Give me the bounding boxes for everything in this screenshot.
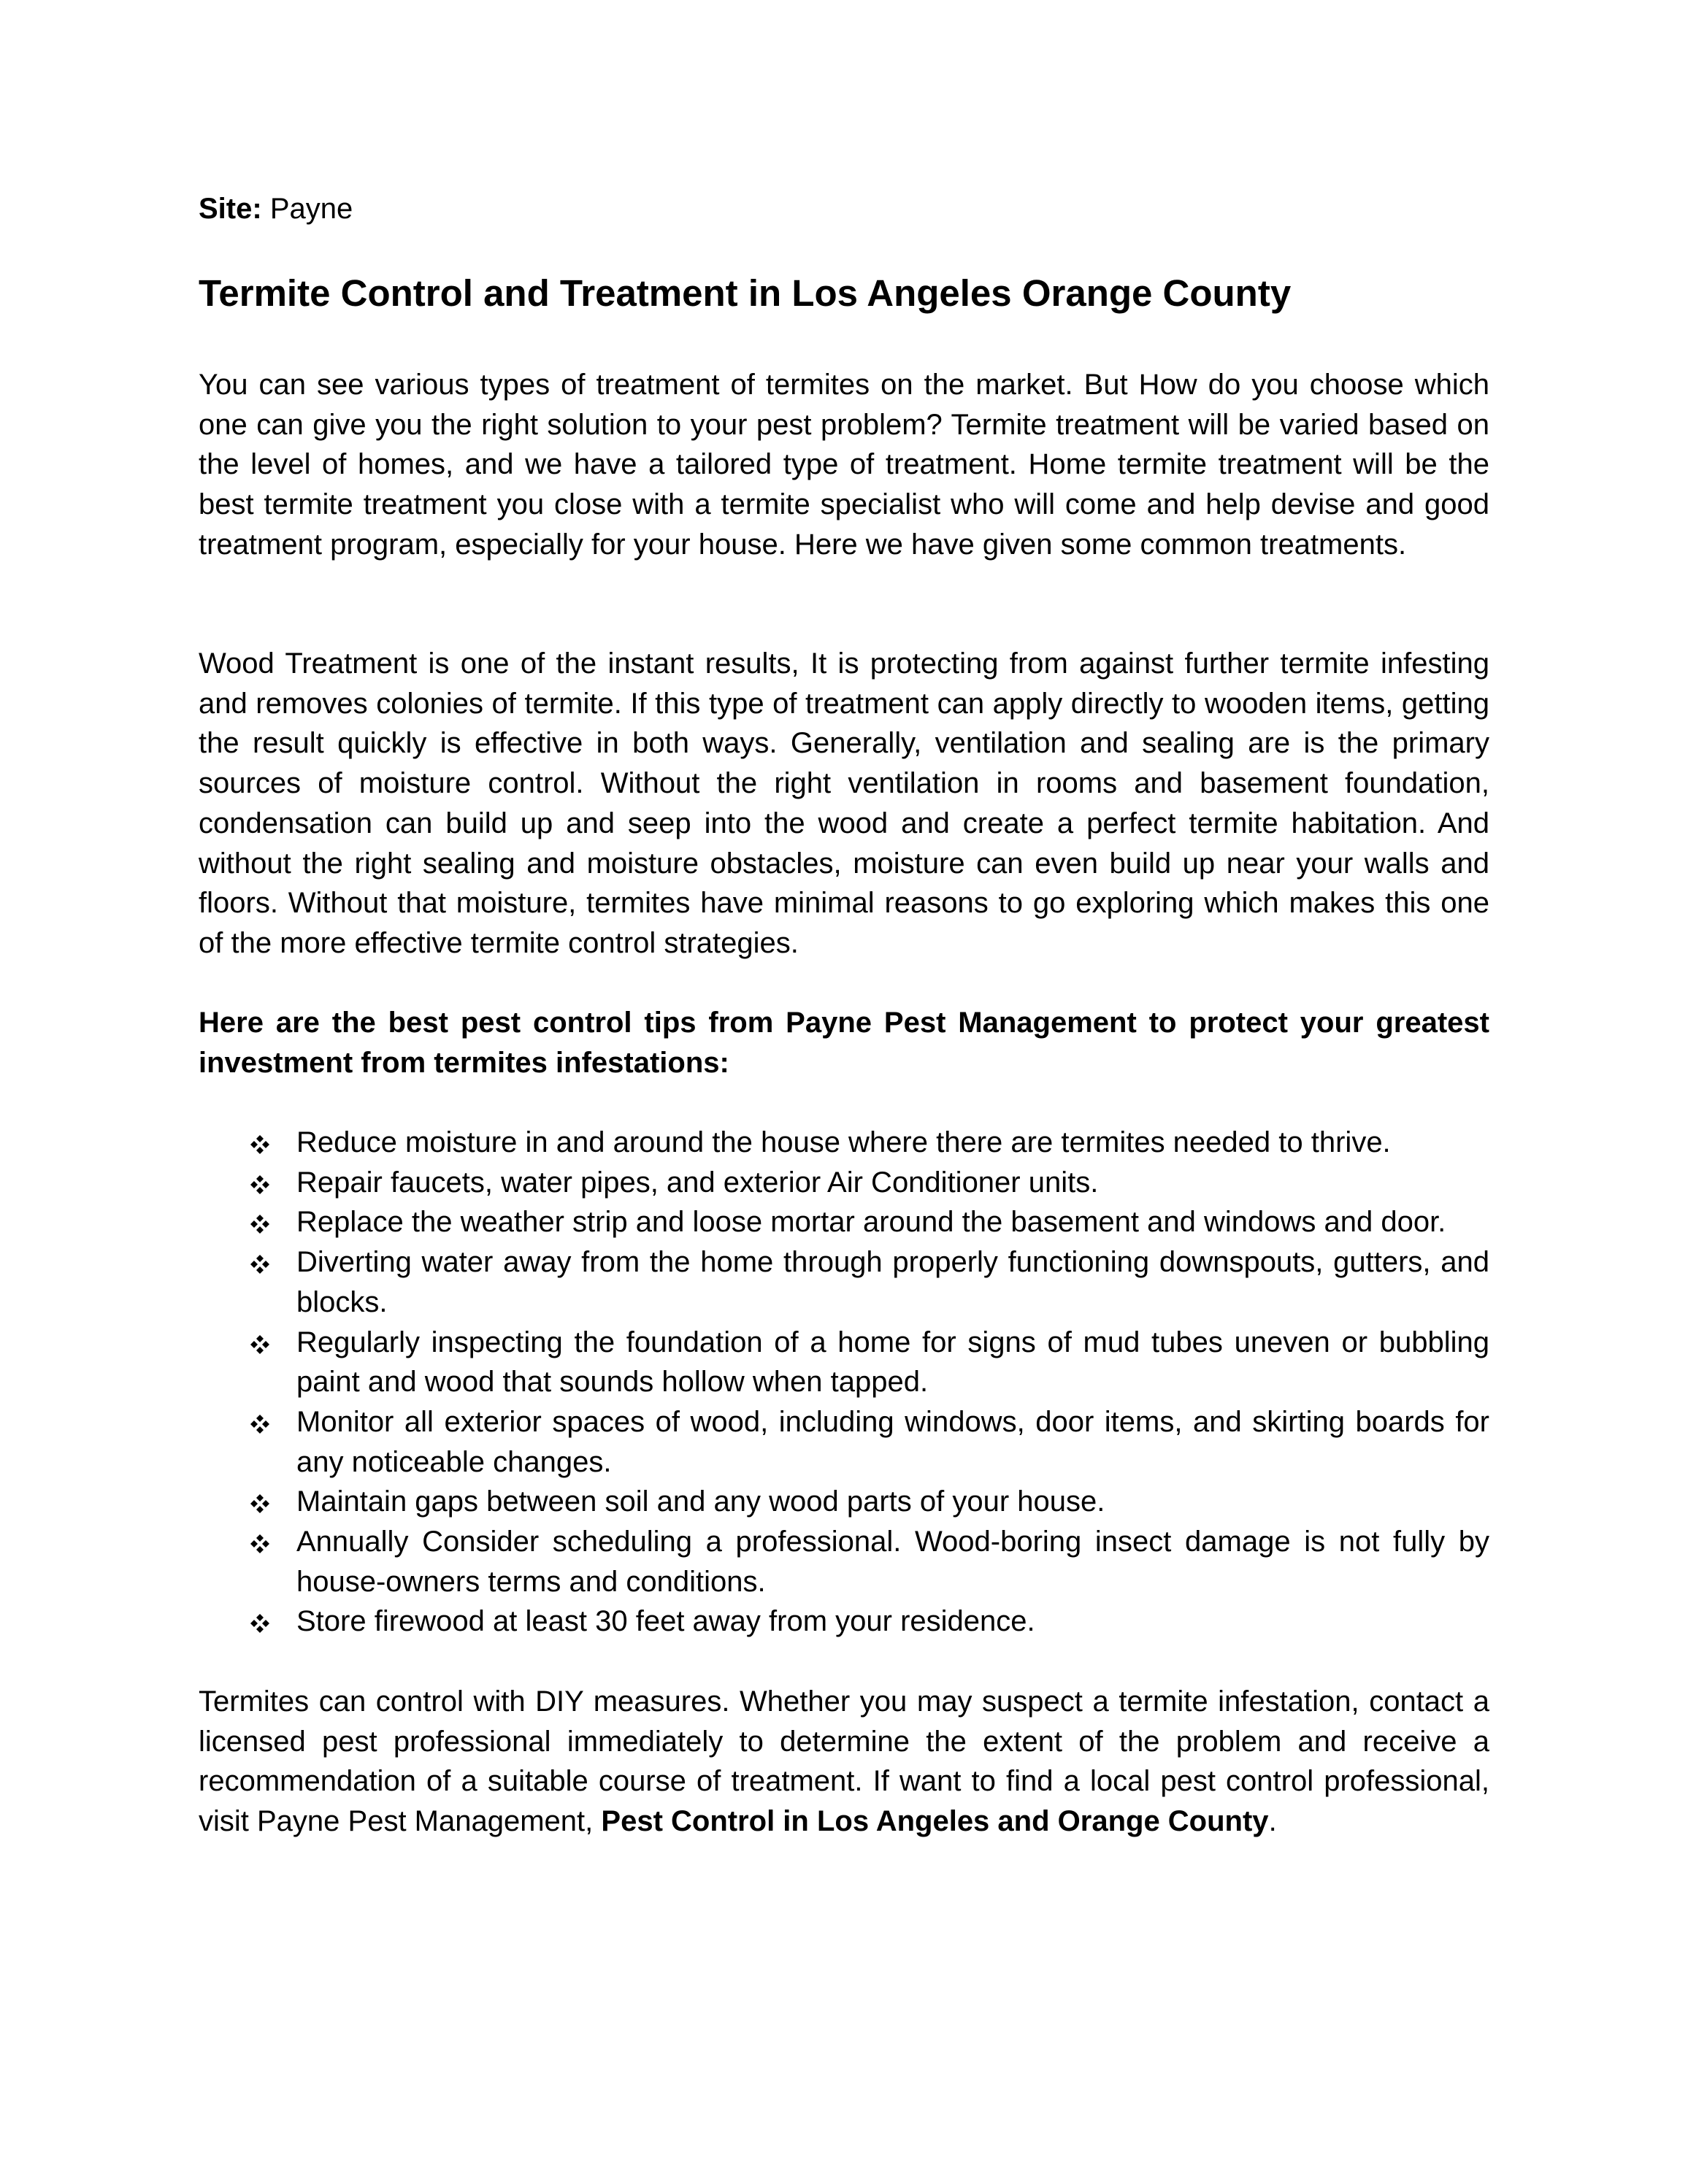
document-title: Termite Control and Treatment in Los Angeles Orange County	[199, 272, 1292, 314]
tip-text: Replace the weather strip and loose mortar around the basement and windows and door.	[296, 1206, 1446, 1239]
tip-item	[250, 1202, 1489, 1242]
wood-treatment-paragraph: Wood Treatment is one of the instant results, It is protecting from against further termite infesting and removes colonies of termite. If this type of treatment can apply directly to wooden items, getting the result quickly is effective in both ways. Generally, ventilation and sealing are is the primary sources of moisture control. Without the right ventilation in rooms and basement foundation, condensation can build up and seep into the wood and create a perfect termite habitation. And without the right sealing and moisture obstacles, moisture can even build up near your walls and floors. Without that moisture, termites have minimal reasons to go exploring which makes this one of the more effective termite control strategies.	[199, 647, 1489, 959]
tip-item	[250, 1402, 1489, 1482]
tip-item	[250, 1242, 1489, 1322]
four-diamond-bullet-icon	[250, 1334, 270, 1355]
four-diamond-bullet-icon	[250, 1613, 270, 1634]
tip-item	[250, 1522, 1489, 1602]
tips-heading: Here are the best pest control tips from Payne Pest Management to protect your greatest investment from termites infestations:	[199, 1007, 1489, 1079]
site-line	[199, 191, 353, 226]
intro-paragraph: You can see various types of treatment of termites on the market. But How do you choose which one can give you the right solution to your pest problem? Termite treatment will be varied based on the level of homes, and we have a tailored type of treatment. Home termite treatment will be the best termite treatment you close with a termite specialist who will come and help devise and good treatment program, especially for your house. Here we have given some common treatments.	[199, 369, 1489, 561]
closing-text: Termites can control with DIY measures. Whether you may suspect a termite infestation, contact a licensed pest professional immediately to determine the extent of the problem and receive a recommendation of a suitable course of treatment. If want to find a local pest control professional, visit Payne Pest Management,	[199, 1685, 1489, 1838]
tips-list	[250, 1123, 1489, 1642]
four-diamond-bullet-icon	[250, 1254, 270, 1274]
tip-text: Diverting water away from the home through properly functioning downspouts, gutters, and blocks.	[296, 1246, 1489, 1318]
closing-paragraph	[199, 1682, 1489, 1842]
four-diamond-bullet-icon	[250, 1134, 270, 1155]
tip-text: Repair faucets, water pipes, and exterior Air Conditioner units.	[296, 1166, 1099, 1199]
tip-text: Store firewood at least 30 feet away from your residence.	[296, 1605, 1035, 1638]
four-diamond-bullet-icon	[250, 1534, 270, 1554]
tip-text: Monitor all exterior spaces of wood, including windows, door items, and skirting boards for any noticeable changes.	[296, 1405, 1489, 1478]
site-label: Site:	[199, 193, 262, 225]
tip-text: Reduce moisture in and around the house where there are termites needed to thrive.	[296, 1126, 1391, 1158]
four-diamond-bullet-icon	[250, 1174, 270, 1195]
tip-item	[250, 1602, 1489, 1642]
tip-item	[250, 1123, 1489, 1163]
tip-item	[250, 1323, 1489, 1402]
tip-text: Regularly inspecting the foundation of a home for signs of mud tubes uneven or bubbling paint and wood that sounds hollow when tapped.	[296, 1326, 1489, 1399]
four-diamond-bullet-icon	[250, 1214, 270, 1234]
closing-bold-link-text: Pest Control in Los Angeles and Orange County	[601, 1805, 1269, 1838]
closing-period: .	[1268, 1805, 1277, 1838]
tip-text: Maintain gaps between soil and any wood parts of your house.	[296, 1485, 1105, 1518]
four-diamond-bullet-icon	[250, 1414, 270, 1434]
tip-text: Annually Consider scheduling a professional. Wood-boring insect damage is not fully by house-owners terms and conditions.	[296, 1526, 1489, 1598]
four-diamond-bullet-icon	[250, 1493, 270, 1514]
tip-item	[250, 1482, 1489, 1522]
tip-item	[250, 1163, 1489, 1203]
site-value: Payne	[269, 193, 353, 225]
